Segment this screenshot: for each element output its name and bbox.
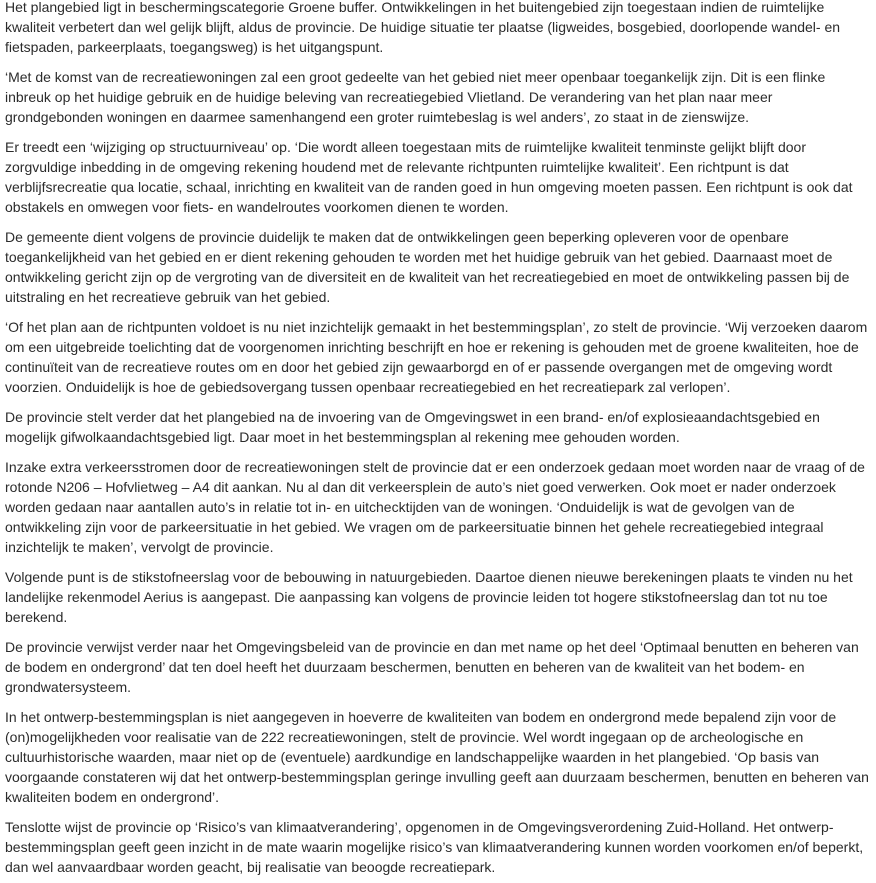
paragraph: Inzake extra verkeersstromen door de recreatiewoningen stelt de provincie dat er een onderzoek gedaan moet worden naar de vraag of de rotonde N206 – Hofvlietweg – A4 dit aankan. Nu al dan dit verkeersplein de auto’s niet goed verwerken. Ook moet er nader onderzoek worden gedaan naar aantallen auto’s in relatie tot in- en uitchecktijden van de woningen. ‘Onduidelijk is wat de gevolgen van de ontwikkeling zijn voor de parkeersituatie in het gebied. We vragen om de parkeersituatie binnen het gehele recreatiegebied integraal inzichtelijk te maken’, vervolgt de provincie. <box>5 459 865 555</box>
paragraph: Tenslotte wijst de provincie op ‘Risico’s van klimaatverandering’, opgenomen in de Omgevingsverordening Zuid-Holland. Het ontwerp-bestemmingsplan geeft geen inzicht in de mate waarin mogelijke risico’s van klimaatverandering kunnen worden voorkomen en/of beperkt, dan wel aanvaardbaar worden geacht, bij realisatie van beoogde recreatiepark. <box>5 819 864 875</box>
paragraph: ‘Of het plan aan de richtpunten voldoet is nu niet inzichtelijk gemaakt in het bestemmingsplan’, zo stelt de provincie. ‘Wij verzoeken daarom om een uitgebreide toelichting dat de voorgenomen inrichting beschrijft en hoe er rekening is gehouden met de groene kwaliteiten, hoe de continuïteit van de recreatieve routes om en door het gebied zijn gewaarborgd en of er passende overgangen met de omgeving wordt voorzien. Onduidelijk is hoe de gebiedsovergang tussen openbaar recreatiegebied en het recreatiepark zal verlopen’. <box>5 319 868 395</box>
paragraph: Het plangebied ligt in beschermingscategorie Groene buffer. Ontwikkelingen in het buitengebied zijn toegestaan indien de ruimtelijke kwaliteit verbetert dan wel gelijk blijft, aldus de provincie. De huidige situatie ter plaatse (ligweides, bosgebied, doorlopende wandel- en fietspaden, parkeerplaats, toegangsweg) is het uitgangspunt. <box>5 0 841 55</box>
paragraph: De gemeente dient volgens de provincie duidelijk te maken dat de ontwikkelingen geen beperking opleveren voor de openbare toegankelijkheid van het gebied en er dient rekening gehouden te worden met het huidige gebruik van het gebied. Daarnaast moet de ontwikkeling gericht zijn op de vergroting van de diversiteit en de kwaliteit van het recreatiegebied en moet de ontwikkeling passen bij de uitstraling en het recreatieve gebruik van het gebied. <box>5 229 850 305</box>
paragraph: ‘Met de komst van de recreatiewoningen zal een groot gedeelte van het gebied niet meer openbaar toegankelijk zijn. Dit is een flinke inbreuk op het huidige gebruik en de huidige beleving van recreatiegebied Vlietland. De verandering van het plan naar meer grondgebonden woningen en daarmee samenhangend een groter ruimtebeslag is wel anders’, zo staat in de zienswijze. <box>5 69 826 125</box>
paragraph: De provincie stelt verder dat het plangebied na de invoering van de Omgevingswet in een brand- en/of explosieaandachtsgebied en mogelijk gifwolkaandachtsgebied ligt. Daar moet in het bestemmingsplan al rekening mee gehouden worden. <box>5 409 820 445</box>
paragraph: De provincie verwijst verder naar het Omgevingsbeleid van de provincie en dan met name op het deel ‘Optimaal benutten en beheren van de bodem en ondergrond’ dat ten doel heeft het duurzaam beschermen, benutten en beheren van de kwaliteit van het bodem- en grondwatersysteem. <box>5 639 859 695</box>
paragraph: Volgende punt is de stikstofneerslag voor de bebouwing in natuurgebieden. Daartoe dienen nieuwe berekeningen plaats te vinden nu het landelijke rekenmodel Aerius is aangepast. Die aanpassing kan volgens de provincie leiden tot hogere stikstofneerslag dan tot nu toe berekend. <box>5 569 853 625</box>
paragraph: In het ontwerp-bestemmingsplan is niet aangegeven in hoeverre de kwaliteiten van bodem en ondergrond mede bepalend zijn voor de (on)mogelijkheden voor realisatie van de 222 recreatiewoningen, stelt de provincie. Wel wordt ingegaan op de archeologische en cultuurhistorische waarden, maar niet op de (eventuele) aardkundige en landschappelijke waarden in het plangebied. ‘Op basis van voorgaande constateren wij dat het ontwerp-bestemmingsplan geringe invulling geeft aan duurzaam beschermen, benutten en beheren van kwaliteiten bodem en ondergrond’. <box>5 709 869 805</box>
paragraph: Er treedt een ‘wijziging op structuurniveau’ op. ‘Die wordt alleen toegestaan mits de ruimtelijke kwaliteit tenminste gelijkt blijft door zorgvuldige inbedding in de omgeving rekening houdend met de relevante richtpunten ruimtelijke kwaliteit’. Een richtpunt is dat verblijfsrecreatie qua locatie, schaal, inrichting en kwaliteit van de randen goed in hun omgeving moeten passen. Een richtpunt is ook dat obstakels en omwegen voor fiets- en wandelroutes voorkomen dienen te worden. <box>5 139 853 215</box>
